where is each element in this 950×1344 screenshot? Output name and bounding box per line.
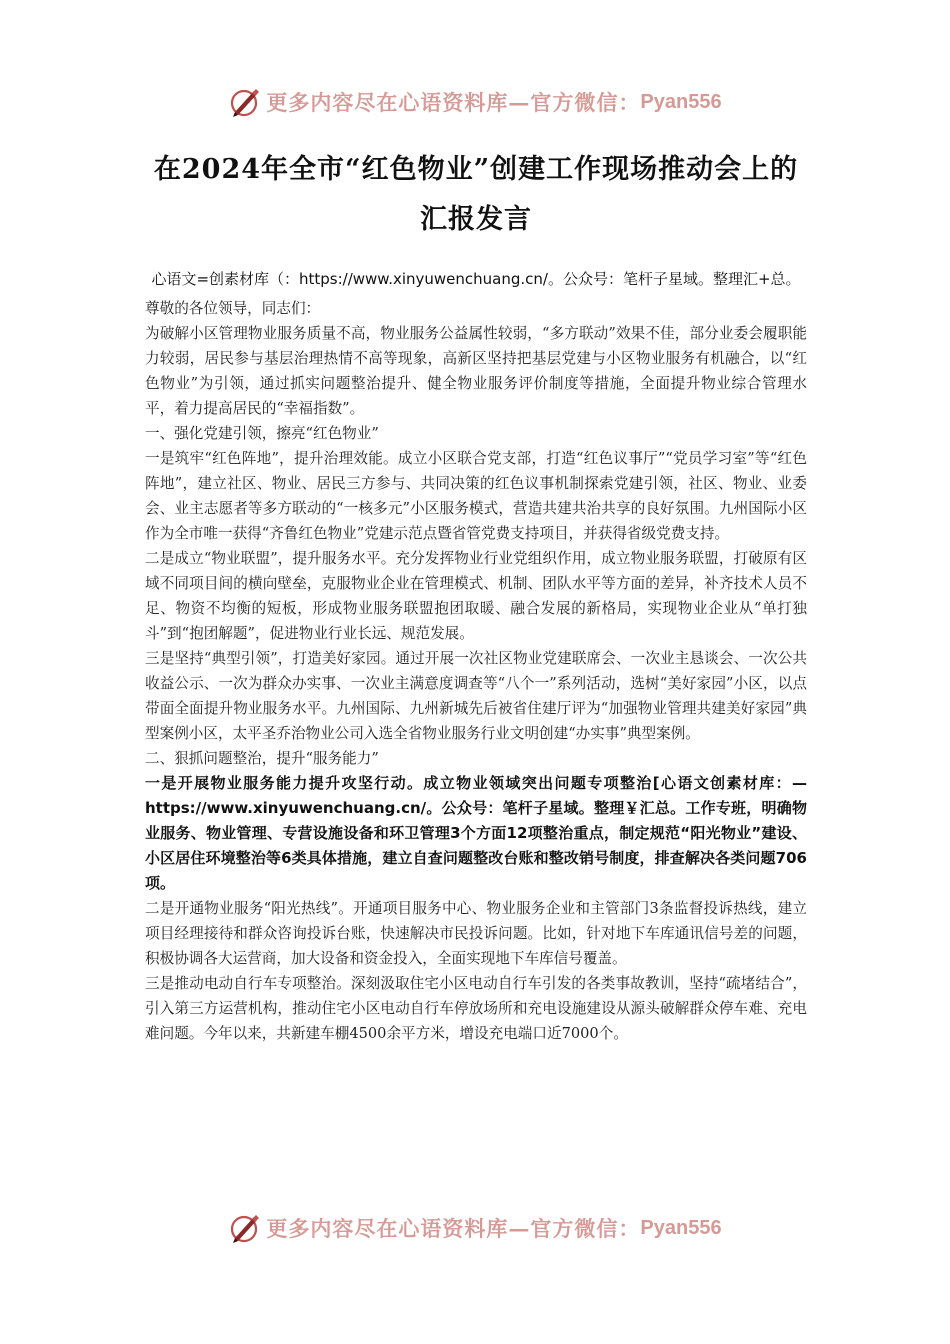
- paragraph-ebike-rectification: 三是推动电动自行车专项整治。深刻汲取住宅小区电动自行车引发的各类事故教训，坚持“疏堵结合”，引入第三方运营机构，推动住宅小区电动自行车停放场所和充电设施建设从源头破解群众停车难、充电难问题。今年以来，共新建车棚4500余平方米，增设充电端口近7000个。: [145, 975, 807, 1042]
- watermark-text: 更多内容尽在心语资料库—官方微信：: [266, 90, 641, 115]
- paragraph-service-campaign: 一是开展物业服务能力提升攻坚行动。成立物业领域突出问题专项整治[心语文创素材库：—https://www.xinyuwenchuang.cn/。公众号：笔杆子星域。整理￥汇总。工作专班，明确物业服务、物业管理、专营设施设备和环卫管理3个方面12项整治重点，制定规范“阳光物业”建设、小区居住环境整治等6类具体措施，建立自查问题整改台账和整改销号制度，排查解决各类问题706项。: [145, 774, 807, 892]
- watermark-text: 更多内容尽在心语资料库—官方微信：: [266, 1216, 641, 1241]
- section-heading-2: 二、狠抓问题整治，提升“服务能力”: [145, 750, 379, 767]
- watermark-wechat-id: Pyan556: [640, 90, 722, 113]
- footer-watermark-banner: [0, 1206, 950, 1250]
- pen-circle-logo-icon: [228, 85, 262, 119]
- paragraph-property-alliance: 二是成立“物业联盟”，提升服务水平。充分发挥物业行业党组织作用，成立物业服务联盟，打破原有区域不同项目间的横向壁垒，克服物业企业在管理模式、机制、团队水平等方面的差异，补齐技术人员不足、物资不均衡的短板，形成物业服务联盟抱团取暖、融合发展的新格局，实现物业企业从“单打独斗”到“抱团解题”，促进物业行业长远、规范发展。: [145, 550, 807, 642]
- section-heading-1: 一、强化党建引领，擦亮“红色物业”: [145, 425, 379, 442]
- watermark-wechat-id: Pyan556: [640, 1216, 722, 1239]
- paragraph-typical-guidance: 三是坚持“典型引领”，打造美好家园。通过开展一次社区物业党建联席会、一次业主恳谈会、一次公共收益公示、一次为群众办实事、一次业主满意度调查等“八个一”系列活动，选树“美好家园”小区，以点带面全面提升物业服务水平。九州国际、九州新城先后被省住建厅评为“加强物业管理共建美好家园”典型案例小区，太平圣乔治物业公司入选全省物业服务行业文明创建“办实事”典型案例。: [145, 650, 807, 742]
- header-watermark-banner: [0, 80, 950, 124]
- source-note: 心语文=创素材库（：https://www.xinyuwenchuang.cn/。公众号：笔杆子星域。整理汇+总。: [151, 270, 801, 288]
- paragraph-sunshine-hotline: 二是开通物业服务“阳光热线”。开通项目服务中心、物业服务企业和主管部门3条监督投诉热线，建立项目经理接待和群众咨询投诉台账，快速解决市民投诉问题。比如，针对地下车库通讯信号差的问题，积极协调各大运营商，加大设备和资金投入，全面实现地下车库信号覆盖。: [145, 900, 807, 967]
- paragraph-red-base: 一是筑牢“红色阵地”，提升治理效能。成立小区联合党支部，打造“红色议事厅”“党员学习室”等“红色阵地”，建立社区、物业、居民三方参与、共同决策的红色议事机制探索党建引领，社区、物业、业委会、业主志愿者等多方联动的“一核多元”小区服务模式，营造共建共治共享的良好氛围。九州国际小区作为全市唯一获得“齐鲁红色物业”党建示范点暨省管党费支持项目，并获得省级党费支持。: [145, 450, 807, 542]
- document-title: 在2024年全市“红色物业”创建工作现场推动会上的汇报发言: [153, 154, 799, 235]
- greeting: 尊敬的各位领导，同志们：: [145, 300, 321, 317]
- document-body: [145, 145, 807, 1046]
- intro-paragraph: 为破解小区管理物业服务质量不高，物业服务公益属性较弱，“多方联动”效果不佳，部分业委会履职能力较弱，居民参与基层治理热情不高等现象，高新区坚持把基层党建与小区物业服务有机融合，以“红色物业”为引领，通过抓实问题整治提升、健全物业服务评价制度等措施，全面提升物业综合管理水平，着力提高居民的“幸福指数”。: [145, 325, 807, 417]
- pen-circle-logo-icon: [228, 1211, 262, 1245]
